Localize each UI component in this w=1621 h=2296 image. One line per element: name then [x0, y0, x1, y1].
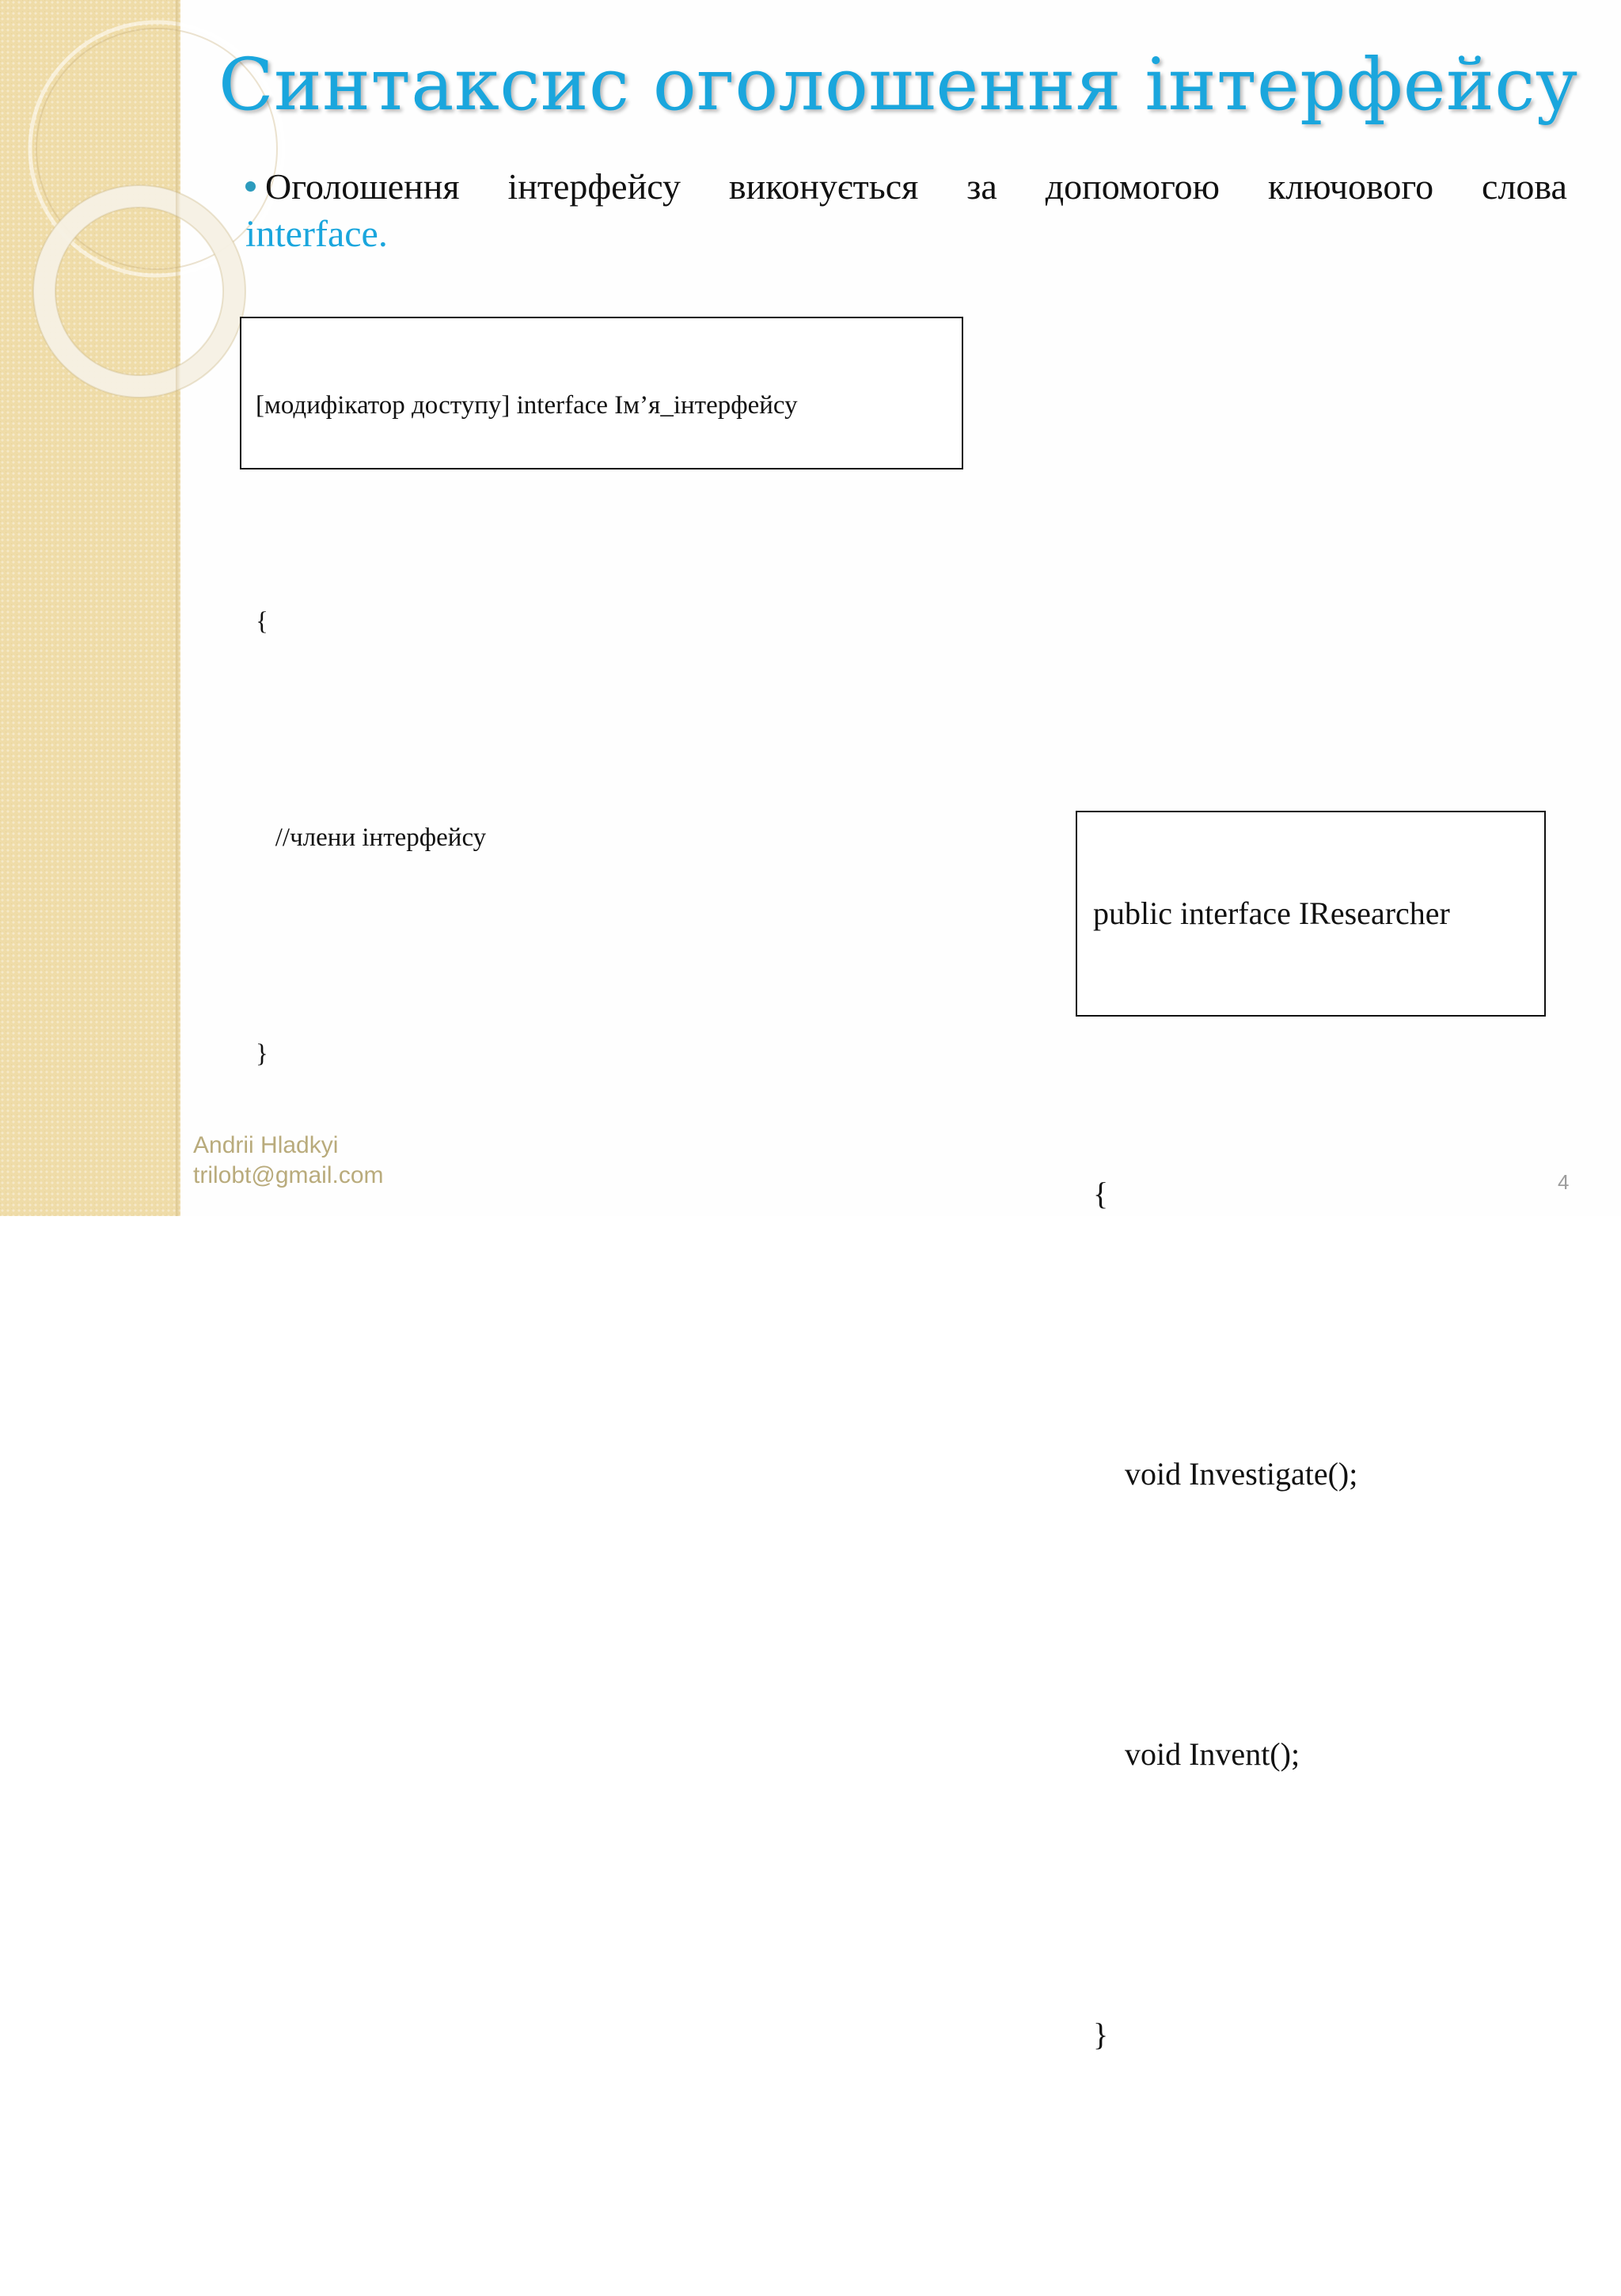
code-line: //члени інтерфейсу — [256, 823, 487, 852]
code-line: { — [256, 607, 268, 636]
code-line: void Invent(); — [1093, 1736, 1300, 1772]
slide-number: 4 — [1558, 1170, 1570, 1194]
decorative-side-band — [0, 0, 180, 1216]
bullet-word-7: слова — [1482, 166, 1567, 207]
syntax-code-box — [240, 317, 963, 1068]
band-edge-shadow — [176, 0, 180, 1216]
author-email: trilobt@gmail.com — [193, 1162, 384, 1188]
bullet-word-5: допомогою — [1045, 166, 1220, 207]
bullet-word-4: за — [966, 166, 997, 207]
code-line: { — [1093, 1176, 1109, 1211]
bullet-word-1: Оголошення — [245, 163, 460, 211]
footer-author — [193, 1131, 384, 1191]
example-code-box — [1076, 811, 1546, 2052]
code-line: [модифікатор доступу] interface Ім’я_інтерфейсу — [256, 391, 798, 420]
author-name: Andrii Hladkyi — [193, 1132, 339, 1158]
bullet-word-6: ключового — [1267, 166, 1434, 207]
bullet-first-line — [245, 163, 1567, 211]
bullet-keyword: interface. — [245, 213, 388, 255]
bullet-word-2: інтерфейсу — [507, 166, 681, 207]
bullet-dot-icon — [245, 181, 256, 192]
code-line: } — [1093, 2017, 1109, 2052]
code-line: public interface IResearcher — [1093, 895, 1450, 931]
code-line: } — [256, 1040, 268, 1068]
bullet-word-3: виконується — [728, 166, 919, 207]
bullet-item — [245, 163, 1567, 258]
decorative-rings-graphic — [0, 0, 190, 412]
code-line: void Investigate(); — [1093, 1456, 1358, 1492]
slide-title: Синтаксис оголошення інтерфейсу — [218, 44, 1578, 127]
